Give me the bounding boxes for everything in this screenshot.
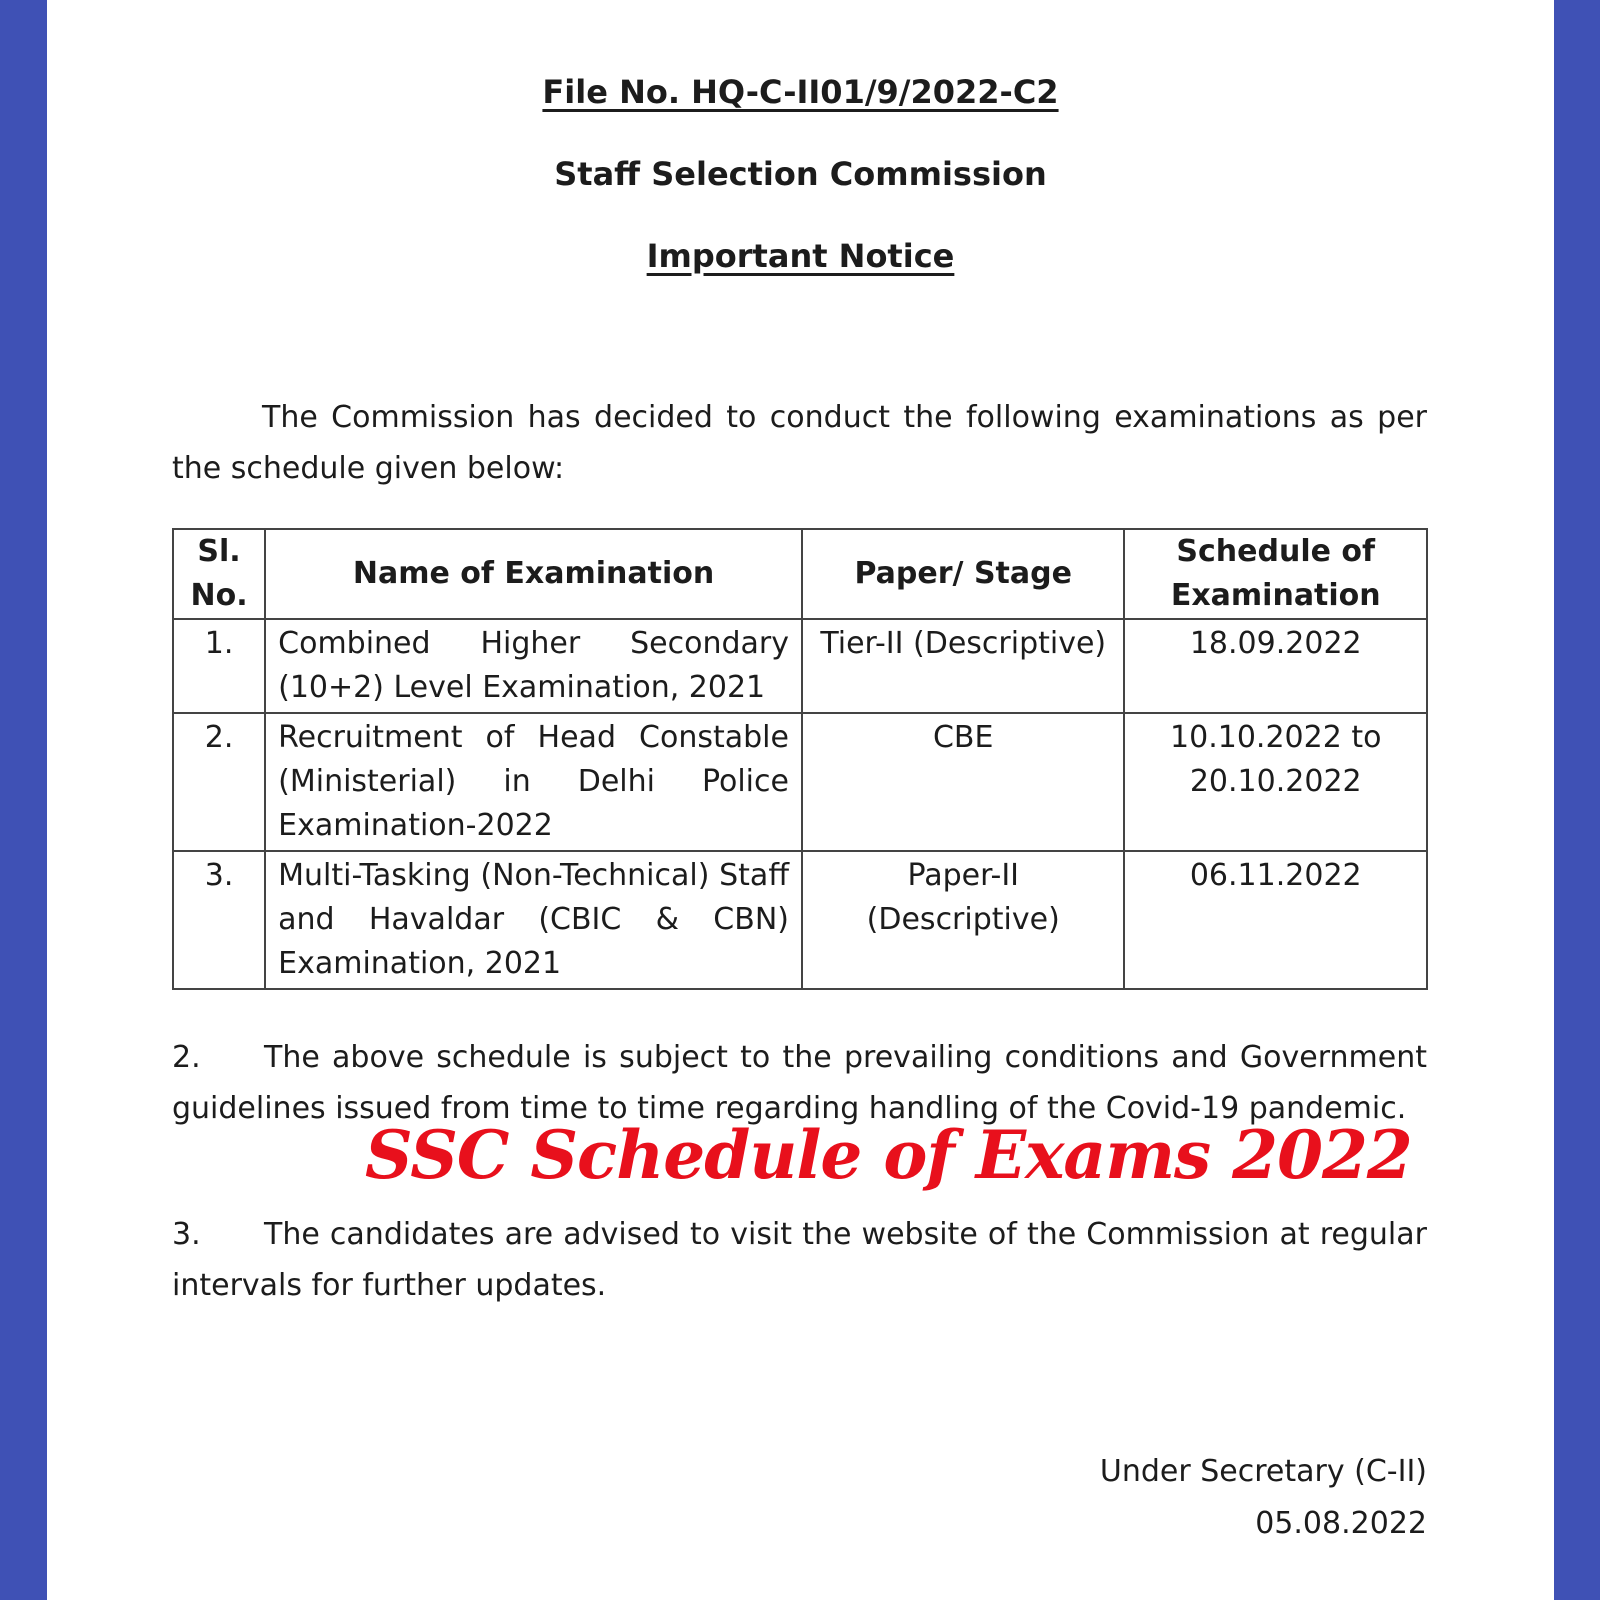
row-schedule: 10.10.2022 to 20.10.2022 [1124, 713, 1427, 851]
organization-name: Staff Selection Commission [554, 155, 1047, 193]
notice-document [47, 0, 1554, 1600]
row-schedule: 06.11.2022 [1124, 851, 1427, 989]
intro-paragraph: The Commission has decided to conduct the following examinations as per the schedule given below: [172, 400, 1427, 486]
point-text: The candidates are advised to visit the website of the Commission at regular intervals for further updates. [172, 1217, 1427, 1303]
point-number: 2. [172, 1040, 201, 1075]
notice-title: Important Notice [646, 237, 955, 275]
header-exam-name: Name of Examination [265, 529, 802, 619]
file-number: File No. HQ-C-II01/9/2022-C2 [542, 73, 1059, 111]
left-border-bar [0, 0, 47, 1600]
row-sl-no: 1. [173, 619, 265, 713]
table-row [173, 713, 1427, 851]
row-sl-no: 2. [173, 713, 265, 851]
row-paper-stage: CBE [802, 713, 1125, 851]
header-paper-stage: Paper/ Stage [802, 529, 1125, 619]
header-schedule: Schedule of Examination [1124, 529, 1427, 619]
header-sl-no: Sl. No. [173, 529, 265, 619]
row-schedule: 18.09.2022 [1124, 619, 1427, 713]
row-exam-name: Multi-Tasking (Non-Technical) Staff and Havaldar (CBIC & CBN) Examination, 2021 [265, 851, 802, 989]
overlay-caption: SSC Schedule of Exams 2022 [365, 1116, 1412, 1194]
signature-date: 05.08.2022 [1255, 1506, 1427, 1541]
right-border-bar [1554, 0, 1600, 1600]
table-row [173, 619, 1427, 713]
point-text: The above schedule is subject to the prevailing conditions and Government guidelines issued from time to time regarding handling of the Covid-19 pandemic. [172, 1040, 1427, 1126]
table-header-row [173, 529, 1427, 619]
signatory-office: Under Secretary (C-II) [1099, 1454, 1427, 1489]
schedule-table [172, 528, 1428, 990]
table-row [173, 851, 1427, 989]
row-exam-name: Recruitment of Head Constable (Ministerial) in Delhi Police Examination-2022 [265, 713, 802, 851]
row-exam-name: Combined Higher Secondary (10+2) Level Examination, 2021 [265, 619, 802, 713]
row-paper-stage: Paper-II (Descriptive) [802, 851, 1125, 989]
point-3-paragraph [172, 1209, 1427, 1311]
row-paper-stage: Tier-II (Descriptive) [802, 619, 1125, 713]
point-number: 3. [172, 1217, 201, 1252]
row-sl-no: 3. [173, 851, 265, 989]
